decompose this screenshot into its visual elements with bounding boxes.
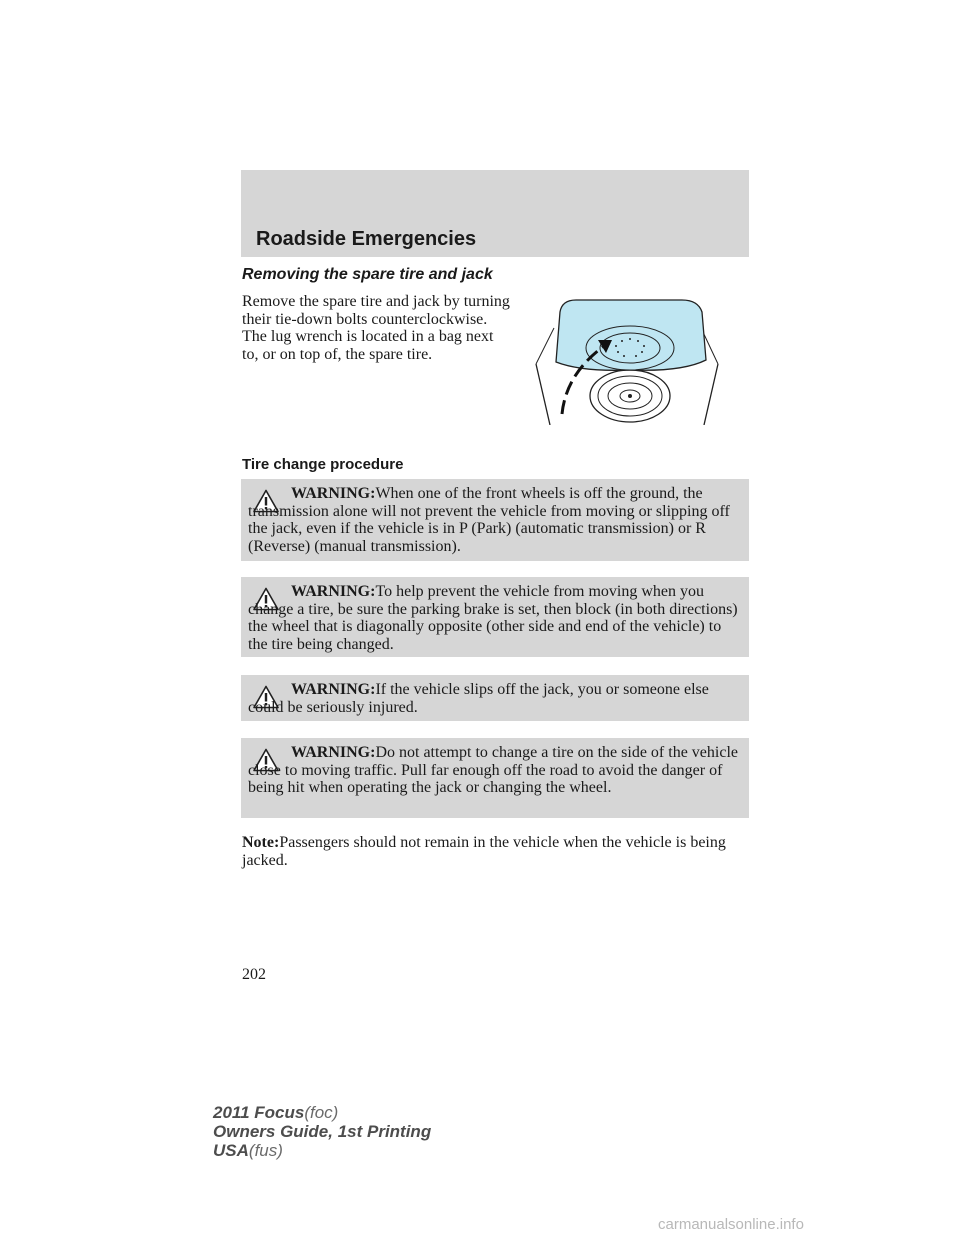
warning-body: If the vehicle slips off the jack, you or someone else could be seriously injured. xyxy=(248,681,709,716)
footer-printing: Owners Guide, 1st Printing xyxy=(213,1122,432,1141)
warning-body: When one of the front wheels is off the ground, the transmission alone will not prevent the vehicle from moving or slipping off the jack, even if the vehicle is in P (Park) (automatic transmission) or R (Reverse) (manual transmission). xyxy=(248,485,730,555)
warning-label: WARNING: xyxy=(291,583,376,600)
warning-text xyxy=(248,681,743,716)
warning-box xyxy=(241,577,749,657)
spare-body: Remove the spare tire and jack by turning their tie-down bolts counterclockwise. The lug wrench is located in a bag next to, or on top of, the spare tire. xyxy=(242,293,510,363)
footer-market: USA xyxy=(213,1141,249,1160)
note-text: Passengers should not remain in the vehicle when the vehicle is being jacked. xyxy=(242,834,726,869)
watermark: carmanualsonline.info xyxy=(658,1216,804,1233)
warning-label: WARNING: xyxy=(291,744,376,761)
footer-imprint xyxy=(213,1103,431,1160)
section-title: Roadside Emergencies xyxy=(256,228,477,250)
warning-box xyxy=(241,479,749,561)
warning-text xyxy=(248,485,743,555)
footer-model: 2011 Focus xyxy=(213,1103,305,1122)
spare-tire-illustration xyxy=(532,290,722,425)
spare-heading: Removing the spare tire and jack xyxy=(242,266,493,283)
page-number: 202 xyxy=(242,966,266,983)
footer-line-market xyxy=(213,1141,431,1160)
warning-body: To help prevent the vehicle from moving when you change a tire, be sure the parking brake is set, then block (in both directions) the wheel that is diagonally opposite (other side and end of the vehicle) to the tire being changed. xyxy=(248,583,738,653)
warning-text xyxy=(248,744,743,797)
procedure-heading: Tire change procedure xyxy=(242,456,404,473)
footer-market-code: (fus) xyxy=(248,1141,283,1160)
warning-text xyxy=(248,583,743,653)
warning-body: Do not attempt to change a tire on the side of the vehicle close to moving traffic. Pull far enough off the road to avoid the danger of being hit when operating the jack or changing the wheel. xyxy=(248,744,738,796)
warning-label: WARNING: xyxy=(291,681,376,698)
warning-box xyxy=(241,738,749,818)
footer-line-model xyxy=(213,1103,431,1122)
note-label: Note: xyxy=(242,834,280,851)
warning-box xyxy=(241,675,749,721)
warning-label: WARNING: xyxy=(291,485,376,502)
note-paragraph xyxy=(242,834,742,869)
footer-model-code: (foc) xyxy=(304,1103,339,1122)
